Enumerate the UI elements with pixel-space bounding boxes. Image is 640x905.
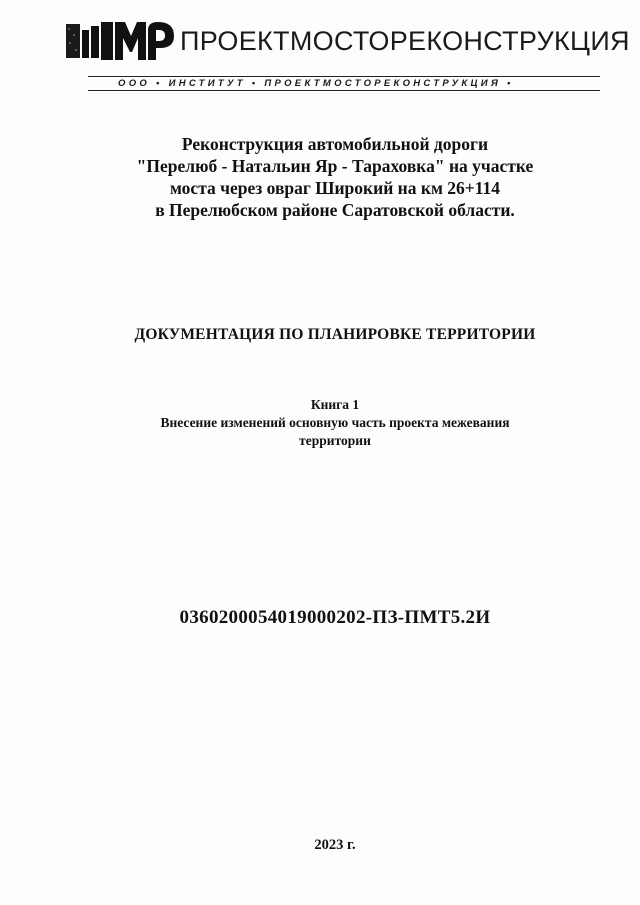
- company-name: ПРОЕКТМОСТОРЕКОНСТРУКЦИЯ: [180, 26, 630, 56]
- project-title-line: моста через овраг Широкий на км 26+114: [169, 178, 500, 198]
- book-description-line: Внесение изменений основную часть проекта межевания: [160, 415, 510, 430]
- book-description-line: территории: [299, 433, 371, 448]
- book-label: Книга 1: [310, 397, 360, 412]
- document-type-heading: ДОКУМЕНТАЦИЯ ПО ПЛАНИРОВКЕ ТЕРРИТОРИИ: [134, 326, 536, 343]
- header-divider-top: [88, 76, 600, 77]
- book-section: [70, 396, 600, 450]
- document-code: 0360200054019000202-ПЗ-ПМТ5.2И: [179, 607, 491, 628]
- header-divider-bottom: [88, 90, 600, 91]
- project-title-line: Реконструкция автомобильной дороги: [181, 134, 489, 154]
- project-title-line: "Перелюб - Натальин Яр - Тараховка" на участке: [136, 156, 534, 176]
- project-title-line: в Перелюбском районе Саратовской области.: [155, 200, 515, 220]
- institute-line: ООО • ИНСТИТУТ • ПРОЕКТМОСТОРЕКОНСТРУКЦИЯ •: [118, 78, 514, 89]
- document-year: 2023 г.: [314, 837, 356, 853]
- project-title: [70, 133, 600, 221]
- company-logo-icon: [66, 22, 174, 60]
